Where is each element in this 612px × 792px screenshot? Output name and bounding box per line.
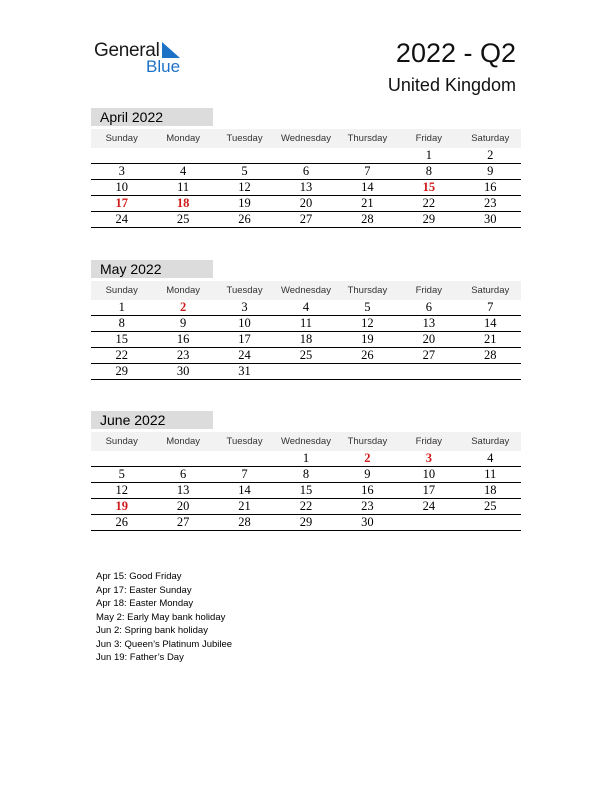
day-cell: 8 xyxy=(425,164,432,178)
day-cell: 27 xyxy=(422,348,436,362)
country-name: United Kingdom xyxy=(387,75,516,95)
weekday-label: Friday xyxy=(415,285,443,296)
day-cell: 3 xyxy=(241,300,248,314)
day-cell: 22 xyxy=(422,196,436,210)
week-row xyxy=(91,196,521,212)
day-cell: 9 xyxy=(180,316,187,330)
weekday-header-row xyxy=(91,432,521,451)
holiday-note: Apr 15: Good Friday xyxy=(96,571,182,582)
day-cell: 11 xyxy=(299,316,312,330)
week-row xyxy=(91,515,521,531)
day-cell: 31 xyxy=(238,364,251,378)
day-cell: 23 xyxy=(361,499,374,513)
calendar-grid xyxy=(91,281,521,380)
day-cell: 17 xyxy=(422,483,436,497)
week-row xyxy=(91,332,521,348)
weekday-label: Wednesday xyxy=(280,285,331,296)
week-row xyxy=(91,483,521,499)
weekday-label: Sunday xyxy=(105,436,138,447)
day-cell: 20 xyxy=(422,332,436,346)
day-cell: 20 xyxy=(176,499,190,513)
day-cell: 9 xyxy=(364,467,371,481)
weekday-label: Saturday xyxy=(471,285,510,296)
day-cell: 24 xyxy=(238,348,251,362)
day-cell: 4 xyxy=(302,300,310,314)
day-cell: 6 xyxy=(180,467,187,481)
holiday-note: Apr 17: Easter Sunday xyxy=(96,584,192,596)
week-row xyxy=(91,180,521,196)
day-cell: 1 xyxy=(118,300,125,314)
day-cell: 14 xyxy=(238,483,251,497)
holiday-note: May 2: Early May bank holiday xyxy=(96,611,226,623)
day-cell: 20 xyxy=(299,196,313,210)
weekday-label: Wednesday xyxy=(280,133,331,144)
day-cell: 8 xyxy=(302,467,310,481)
day-cell: 2 xyxy=(180,300,187,314)
holiday-notes xyxy=(96,570,232,665)
day-cell: 1 xyxy=(302,451,310,465)
day-cell: 16 xyxy=(361,483,374,497)
day-cell: 12 xyxy=(238,180,251,194)
weekday-label: Tuesday xyxy=(226,133,263,144)
day-cell: 27 xyxy=(176,515,190,529)
day-cell: 28 xyxy=(238,515,251,529)
week-row xyxy=(91,148,521,164)
weekday-label: Tuesday xyxy=(226,436,263,447)
day-cell: 12 xyxy=(115,483,128,497)
week-row xyxy=(91,364,521,380)
day-cell: 16 xyxy=(176,332,190,346)
day-cell: 18 xyxy=(176,196,190,210)
day-cell: 25 xyxy=(299,348,313,362)
day-cell: 19 xyxy=(238,196,251,210)
day-cell: 10 xyxy=(115,180,128,194)
month-title: May 2022 xyxy=(91,260,213,278)
day-cell: 14 xyxy=(483,316,497,330)
day-cell: 17 xyxy=(115,196,128,210)
weekday-label: Tuesday xyxy=(226,285,263,296)
day-cell: 6 xyxy=(302,164,310,178)
day-cell: 15 xyxy=(115,332,128,346)
day-cell: 23 xyxy=(483,196,497,210)
day-cell: 13 xyxy=(176,483,190,497)
day-cell: 27 xyxy=(299,212,313,226)
day-cell: 2 xyxy=(487,148,494,162)
day-cell: 26 xyxy=(115,515,128,529)
weekday-label: Thursday xyxy=(347,285,388,296)
week-row xyxy=(91,316,521,332)
day-cell: 8 xyxy=(118,316,125,330)
weekday-label: Wednesday xyxy=(280,436,331,447)
month-april xyxy=(91,108,521,228)
day-cell: 21 xyxy=(361,196,374,210)
day-cell: 16 xyxy=(483,180,497,194)
weekday-label: Monday xyxy=(166,436,201,447)
month-may xyxy=(91,260,521,380)
holiday-note: Jun 3: Queen’s Platinum Jubilee xyxy=(96,638,233,650)
day-cell: 29 xyxy=(299,515,313,529)
day-cell: 2 xyxy=(364,451,371,465)
day-cell: 19 xyxy=(115,499,128,513)
week-row xyxy=(91,164,521,180)
month-june xyxy=(91,411,521,531)
day-cell: 22 xyxy=(299,499,313,513)
week-row xyxy=(91,467,521,483)
day-cell: 7 xyxy=(241,467,248,481)
day-cell: 26 xyxy=(361,348,374,362)
month-title: June 2022 xyxy=(91,411,213,429)
day-cell: 28 xyxy=(361,212,374,226)
logo-flag-icon xyxy=(162,42,180,58)
day-cell: 10 xyxy=(238,316,251,330)
day-cell: 24 xyxy=(422,499,436,513)
day-cell: 23 xyxy=(176,348,190,362)
day-cell: 11 xyxy=(484,467,497,481)
weekday-label: Thursday xyxy=(347,133,388,144)
day-cell: 21 xyxy=(483,332,497,346)
day-cell: 5 xyxy=(118,467,125,481)
day-cell: 17 xyxy=(238,332,251,346)
week-row xyxy=(91,212,521,228)
day-cell: 29 xyxy=(115,364,128,378)
holiday-note: Jun 2: Spring bank holiday xyxy=(96,625,208,636)
weekday-label: Saturday xyxy=(471,436,510,447)
weekday-label: Sunday xyxy=(105,285,138,296)
weekday-label: Monday xyxy=(166,285,201,296)
day-cell: 29 xyxy=(422,212,436,226)
page-title: 2022 - Q2 xyxy=(395,38,516,68)
day-cell: 19 xyxy=(361,332,374,346)
week-row xyxy=(91,499,521,515)
calendar-grid xyxy=(91,129,521,228)
day-cell: 15 xyxy=(422,180,436,194)
day-cell: 7 xyxy=(487,300,494,314)
holiday-note: Jun 19: Father’s Day xyxy=(96,652,184,663)
week-row xyxy=(91,348,521,364)
day-cell: 24 xyxy=(115,212,128,226)
day-cell: 7 xyxy=(364,164,371,178)
day-cell: 4 xyxy=(487,451,494,465)
day-cell: 30 xyxy=(361,515,374,529)
logo xyxy=(94,40,194,80)
weekday-label: Saturday xyxy=(471,133,510,144)
weekday-header-row xyxy=(91,129,521,148)
weekday-label: Friday xyxy=(415,133,443,144)
logo-text-general: General xyxy=(94,40,160,61)
day-cell: 30 xyxy=(483,212,497,226)
day-cell: 14 xyxy=(361,180,374,194)
day-cell: 18 xyxy=(299,332,313,346)
day-cell: 5 xyxy=(241,164,248,178)
day-cell: 5 xyxy=(364,300,371,314)
day-cell: 21 xyxy=(238,499,251,513)
logo-text-blue: Blue xyxy=(146,57,181,76)
day-cell: 13 xyxy=(422,316,436,330)
day-cell: 3 xyxy=(118,164,125,178)
day-cell: 6 xyxy=(425,300,432,314)
day-cell: 1 xyxy=(425,148,432,162)
weekday-label: Sunday xyxy=(105,133,138,144)
day-cell: 12 xyxy=(361,316,374,330)
day-cell: 25 xyxy=(176,212,190,226)
day-cell: 13 xyxy=(299,180,313,194)
day-cell: 26 xyxy=(238,212,251,226)
weekday-label: Friday xyxy=(415,436,443,447)
day-cell: 15 xyxy=(299,483,313,497)
weekday-header-row xyxy=(91,281,521,300)
weekday-label: Thursday xyxy=(347,436,388,447)
day-cell: 11 xyxy=(177,180,190,194)
week-row xyxy=(91,300,521,316)
day-cell: 28 xyxy=(483,348,497,362)
calendar-grid xyxy=(91,432,521,531)
day-cell: 18 xyxy=(483,483,497,497)
day-cell: 10 xyxy=(422,467,436,481)
day-cell: 9 xyxy=(487,164,494,178)
day-cell: 4 xyxy=(180,164,187,178)
month-title: April 2022 xyxy=(91,108,213,126)
day-cell: 3 xyxy=(425,451,432,465)
holiday-note: Apr 18: Easter Monday xyxy=(96,598,194,609)
day-cell: 30 xyxy=(176,364,190,378)
day-cell: 25 xyxy=(483,499,497,513)
week-row xyxy=(91,451,521,467)
day-cell: 22 xyxy=(115,348,128,362)
weekday-label: Monday xyxy=(166,133,201,144)
